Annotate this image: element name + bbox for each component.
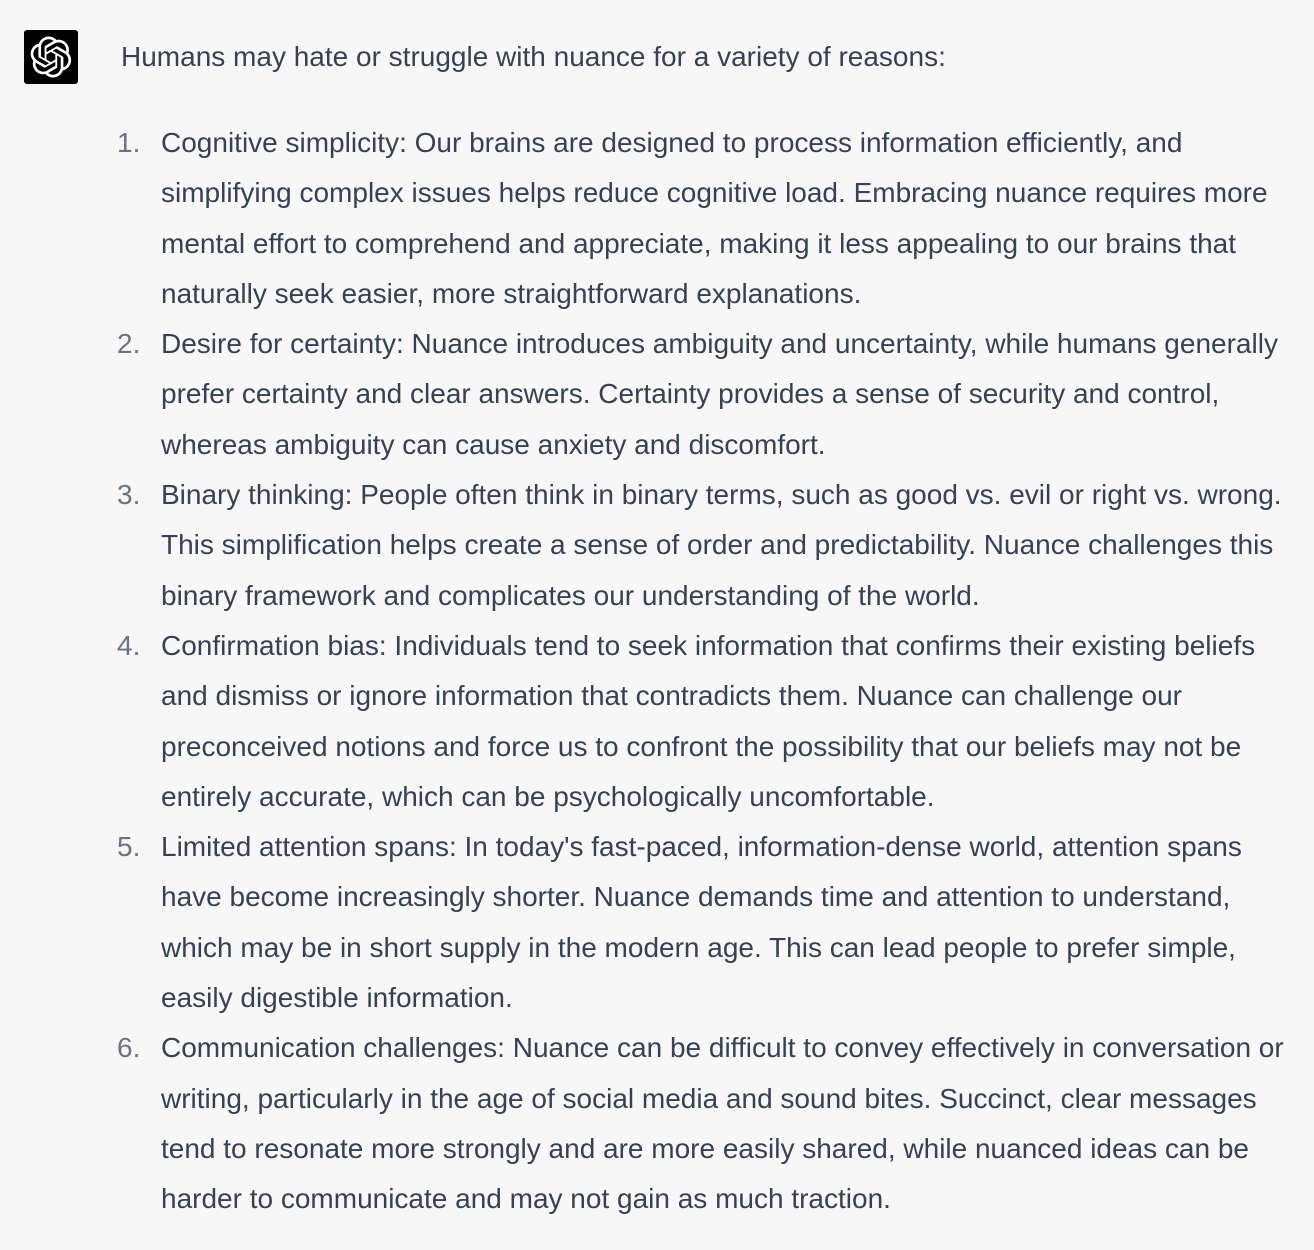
list-item-number: 1. (117, 127, 141, 158)
list-item (117, 1023, 1309, 1224)
list-item-number: 5. (117, 831, 141, 863)
list-item (117, 319, 1309, 470)
list-item-number: 3. (117, 479, 141, 511)
list-item (117, 822, 1309, 1023)
assistant-avatar (24, 30, 78, 84)
list-item-text: Binary thinking: People often think in binary terms, such as good vs. evil or right vs. wrong. This simplification helps create a sense of order and predictability. Nuance challenges this binary framework and complicates our understanding of the world. (161, 479, 1282, 611)
list-item-text: Desire for certainty: Nuance introduces ambiguity and uncertainty, while humans generally prefer certainty and clear answers. Certainty provides a sense of security and control, whereas ambiguity can cause anxiety and discomfort. (161, 328, 1278, 460)
openai-logo-icon (30, 36, 72, 78)
list-item (117, 470, 1309, 621)
message-intro: Humans may hate or struggle with nuance for a variety of reasons: (121, 41, 946, 72)
list-item-text: Communication challenges: Nuance can be difficult to convey effectively in conversation or writing, particularly in the age of social media and sound bites. Succinct, clear messages tend to resonate more strongly and are more easily shared, while nuanced ideas can be harder to communicate and may not gain as much traction. (161, 1032, 1284, 1215)
list-item-number: 6. (117, 1032, 141, 1064)
list-item (117, 118, 1309, 319)
list-item (117, 621, 1309, 822)
list-item-number: 2. (117, 328, 141, 360)
message-content (117, 33, 1309, 1215)
list-item-text: Confirmation bias: Individuals tend to seek information that confirms their existing beliefs and dismiss or ignore information that contradicts them. Nuance can challenge our preconceived notions and force us to confront the possibility that our beliefs may not be entirely accurate, which can be psychologically uncomfortable. (161, 629, 1256, 812)
list-item-text: Limited attention spans: In today's fast-paced, information-dense world, attention spans have become increasingly shorter. Nuance demands time and attention to understand, which may be in short supply in the modern age. This can lead people to prefer simple, easily digestible information. (161, 831, 1242, 1014)
list-item-number: 4. (117, 629, 141, 661)
list-item-text: Cognitive simplicity: Our brains are designed to process information efficiently, and simplifying complex issues helps reduce cognitive load. Embracing nuance requires more mental effort to comprehend and appreciate, making it less appealing to our brains that naturally seek easier, more straightforward explanations. (161, 127, 1268, 309)
reasons-list (117, 118, 1309, 1225)
